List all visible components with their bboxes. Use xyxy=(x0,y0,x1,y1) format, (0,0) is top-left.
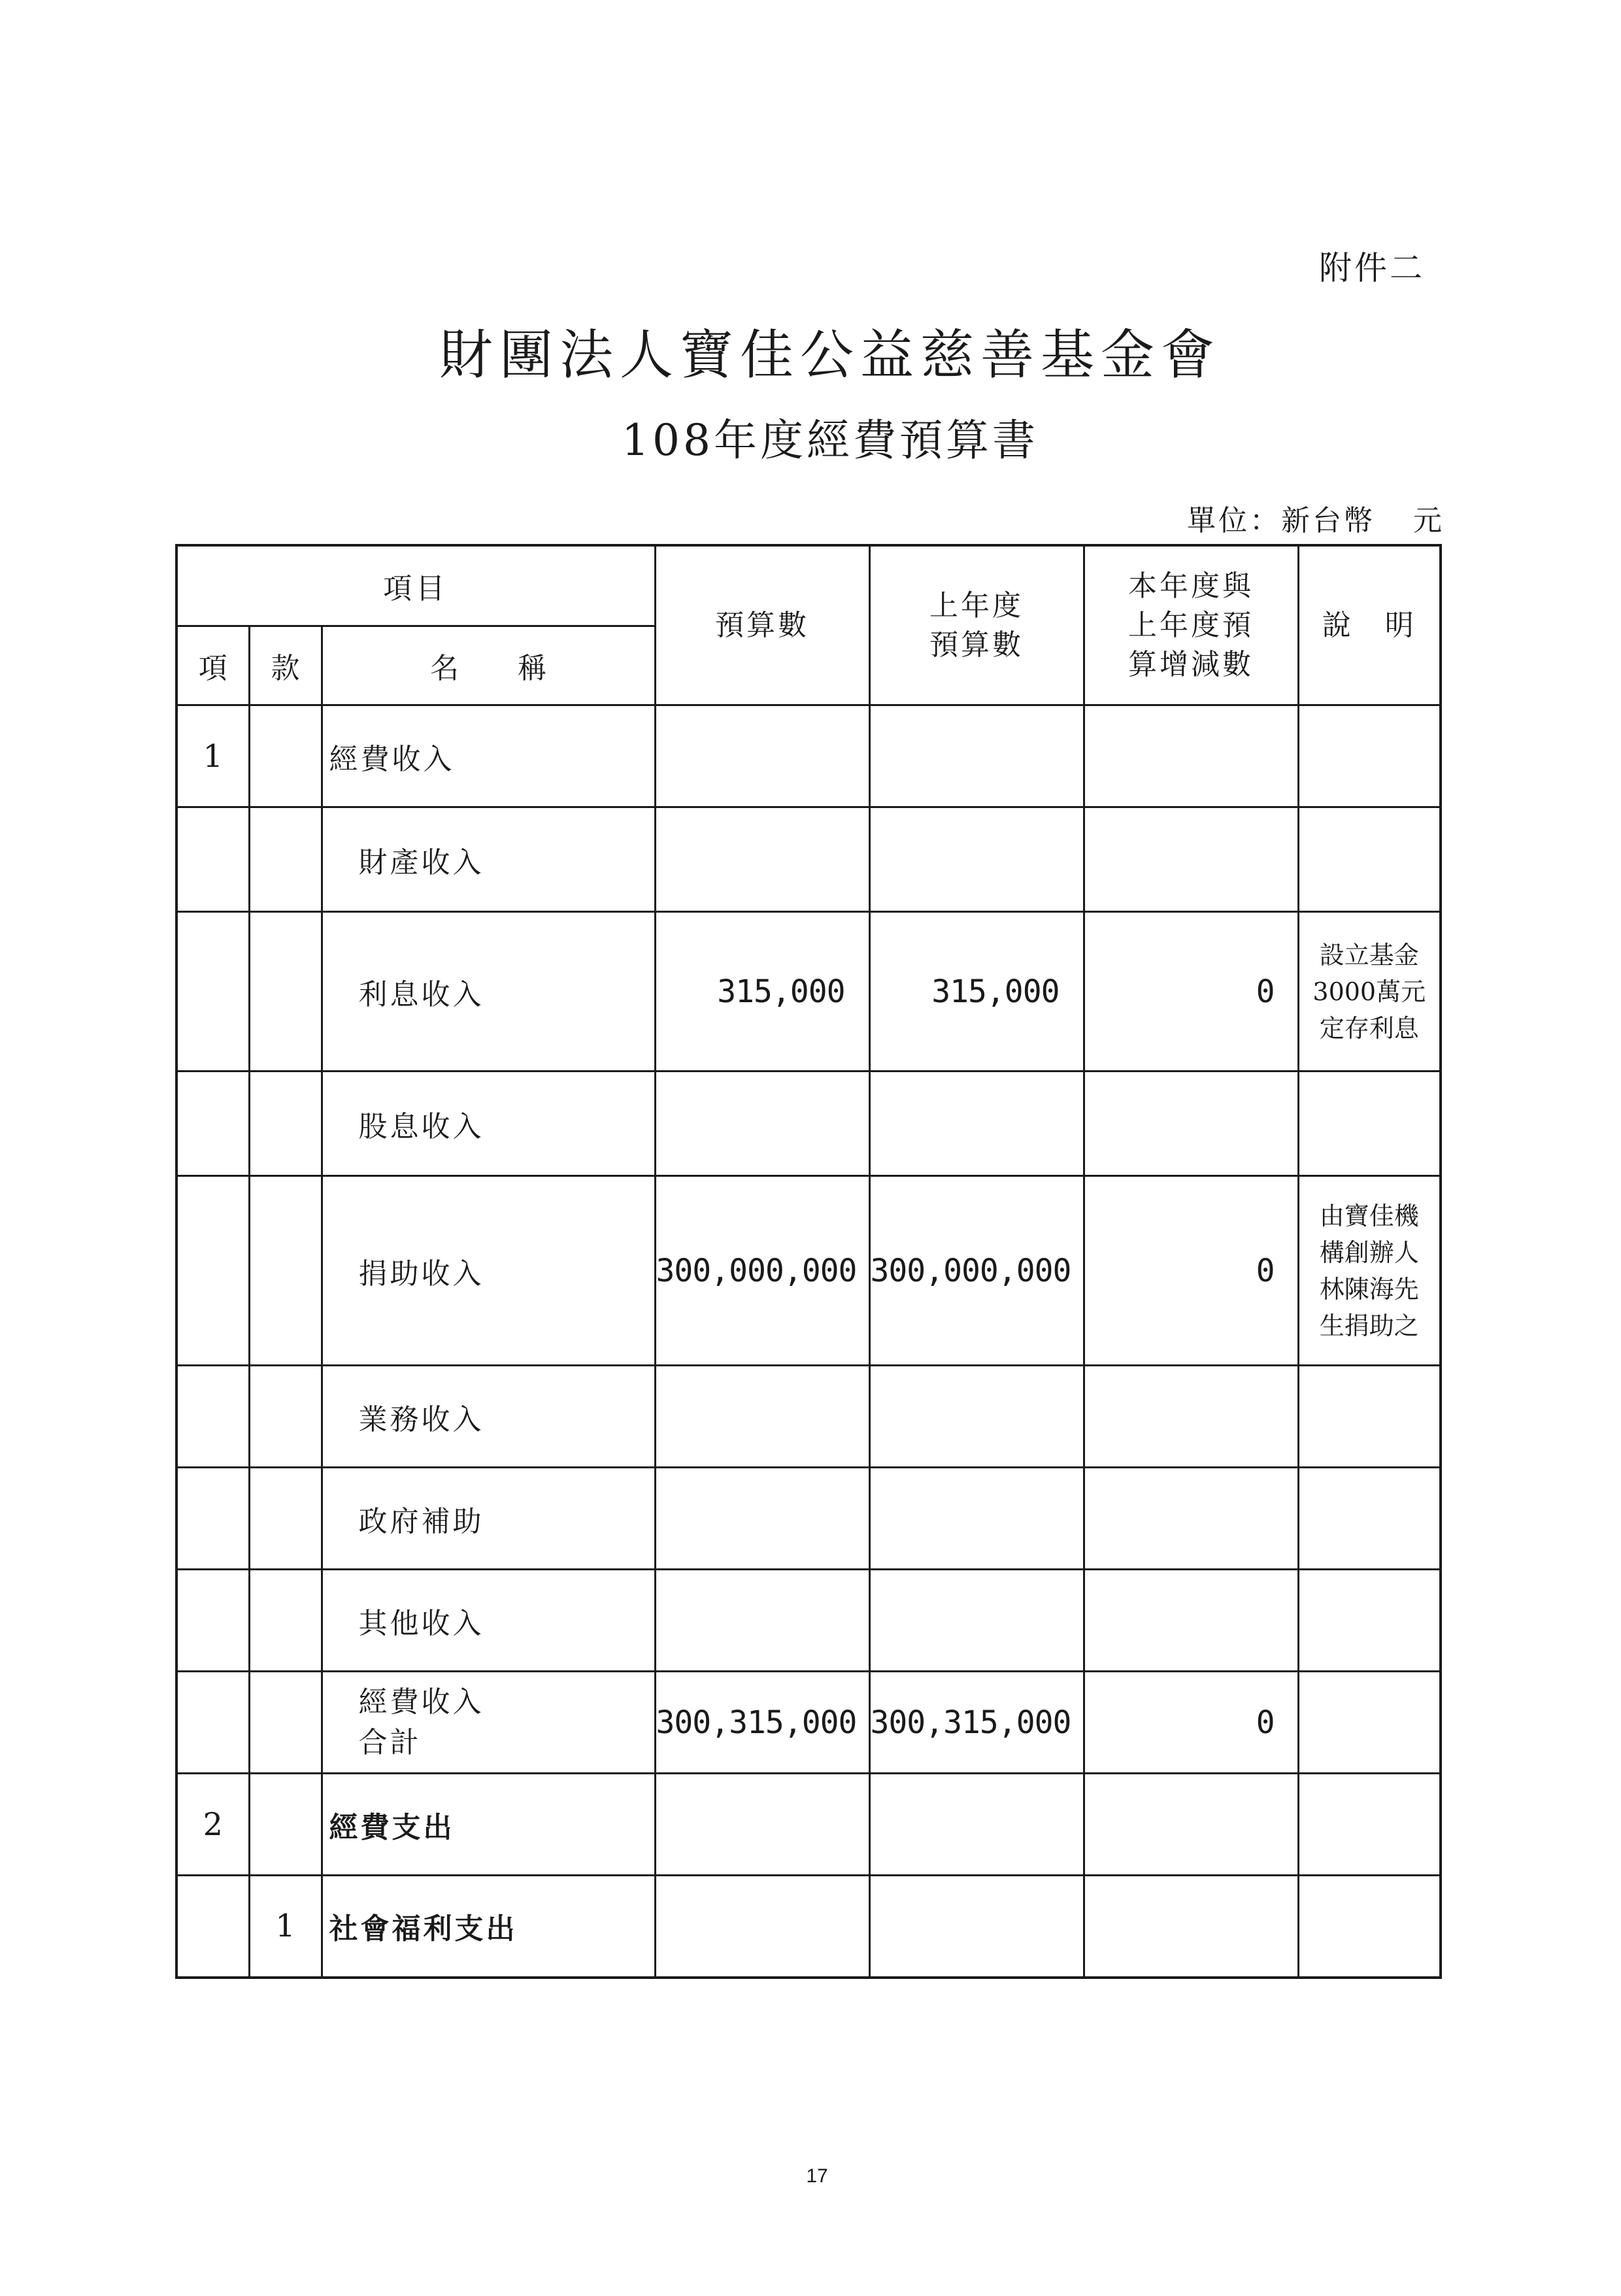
row-kuan xyxy=(249,807,322,912)
row-note xyxy=(1298,1672,1441,1774)
table-row xyxy=(176,1468,1441,1570)
row-kuan xyxy=(249,1672,322,1774)
document-subtitle: 108年度經費預算書 xyxy=(622,415,1039,465)
row-note xyxy=(1298,807,1441,912)
row-name: 經費收入 xyxy=(322,705,655,807)
row-xiang xyxy=(176,1468,249,1570)
header-budget: 預算數 xyxy=(655,545,869,705)
row-diff xyxy=(1084,1570,1298,1672)
row-budget xyxy=(655,1072,869,1176)
row-kuan xyxy=(249,1468,322,1570)
page-number: 17 xyxy=(806,2165,828,2187)
row-diff xyxy=(1084,1876,1298,1978)
row-prev-budget xyxy=(869,1468,1084,1570)
table-row xyxy=(176,1366,1441,1468)
table-row-total xyxy=(176,1672,1441,1774)
row-note xyxy=(1298,1366,1441,1468)
row-budget: 315,000 xyxy=(655,912,869,1072)
row-name: 利息收入 xyxy=(322,912,655,1072)
row-name: 捐助收入 xyxy=(322,1176,655,1366)
row-xiang xyxy=(176,912,249,1072)
table-row xyxy=(176,1774,1441,1876)
row-prev-budget xyxy=(869,705,1084,807)
row-diff: 0 xyxy=(1084,1176,1298,1366)
table-row xyxy=(176,1876,1441,1978)
row-diff xyxy=(1084,1072,1298,1176)
row-prev-budget xyxy=(869,807,1084,912)
row-xiang xyxy=(176,1072,249,1176)
row-kuan xyxy=(249,1176,322,1366)
row-kuan xyxy=(249,912,322,1072)
row-budget xyxy=(655,1366,869,1468)
header-item-group: 項目 xyxy=(176,545,655,626)
row-prev-budget xyxy=(869,1774,1084,1876)
row-diff xyxy=(1084,1774,1298,1876)
row-xiang: 1 xyxy=(176,705,249,807)
row-kuan xyxy=(249,1570,322,1672)
table-row xyxy=(176,912,1441,1072)
row-kuan xyxy=(249,1774,322,1876)
row-note: 設立基金 3000萬元 定存利息 xyxy=(1298,912,1441,1072)
row-name: 業務收入 xyxy=(322,1366,655,1468)
row-prev-budget xyxy=(869,1072,1084,1176)
table-row xyxy=(176,1570,1441,1672)
row-budget xyxy=(655,1570,869,1672)
row-xiang xyxy=(176,1672,249,1774)
row-note xyxy=(1298,1072,1441,1176)
row-kuan xyxy=(249,1072,322,1176)
row-note xyxy=(1298,1876,1441,1978)
row-note xyxy=(1298,1468,1441,1570)
row-prev-budget xyxy=(869,1366,1084,1468)
table-row xyxy=(176,1176,1441,1366)
row-prev-budget: 300,000,000 xyxy=(869,1176,1084,1366)
row-note xyxy=(1298,705,1441,807)
row-note xyxy=(1298,1570,1441,1672)
row-name: 其他收入 xyxy=(322,1570,655,1672)
row-diff xyxy=(1084,705,1298,807)
header-xiang: 項 xyxy=(176,626,249,705)
row-note: 由寶佳機 構創辦人 林陳海先 生捐助之 xyxy=(1298,1176,1441,1366)
row-xiang xyxy=(176,1366,249,1468)
row-budget: 300,000,000 xyxy=(655,1176,869,1366)
header-name: 名稱 xyxy=(322,626,655,705)
row-xiang: 2 xyxy=(176,1774,249,1876)
row-prev-budget xyxy=(869,1570,1084,1672)
row-name: 財產收入 xyxy=(322,807,655,912)
row-name: 股息收入 xyxy=(322,1072,655,1176)
row-name: 經費收入 合計 xyxy=(322,1672,655,1774)
row-name: 經費支出 xyxy=(322,1774,655,1876)
row-budget xyxy=(655,807,869,912)
row-prev-budget: 300,315,000 xyxy=(869,1672,1084,1774)
row-budget xyxy=(655,705,869,807)
row-diff: 0 xyxy=(1084,912,1298,1072)
document-title: 財團法人寶佳公益慈善基金會 xyxy=(439,324,1221,386)
row-budget: 300,315,000 xyxy=(655,1672,869,1774)
budget-table xyxy=(175,544,1442,1979)
row-xiang xyxy=(176,1570,249,1672)
row-budget xyxy=(655,1774,869,1876)
row-kuan: 1 xyxy=(249,1876,322,1978)
header-note: 說 明 xyxy=(1298,545,1441,705)
table-row xyxy=(176,1072,1441,1176)
row-diff xyxy=(1084,1366,1298,1468)
row-diff: 0 xyxy=(1084,1672,1298,1774)
header-difference: 本年度與 上年度預 算增減數 xyxy=(1084,545,1298,705)
row-budget xyxy=(655,1468,869,1570)
row-diff xyxy=(1084,1468,1298,1570)
row-xiang xyxy=(176,1176,249,1366)
table-row xyxy=(176,705,1441,807)
currency-unit: 單位：新台幣 元 xyxy=(1187,504,1445,537)
attachment-label: 附件二 xyxy=(1319,249,1425,287)
table-row xyxy=(176,807,1441,912)
row-name: 社會福利支出 xyxy=(322,1876,655,1978)
row-prev-budget xyxy=(869,1876,1084,1978)
row-note xyxy=(1298,1774,1441,1876)
header-prev-budget: 上年度 預算數 xyxy=(869,545,1084,705)
row-kuan xyxy=(249,1366,322,1468)
row-xiang xyxy=(176,1876,249,1978)
row-kuan xyxy=(249,705,322,807)
row-diff xyxy=(1084,807,1298,912)
header-kuan: 款 xyxy=(249,626,322,705)
row-name: 政府補助 xyxy=(322,1468,655,1570)
row-prev-budget: 315,000 xyxy=(869,912,1084,1072)
row-xiang xyxy=(176,807,249,912)
row-budget xyxy=(655,1876,869,1978)
